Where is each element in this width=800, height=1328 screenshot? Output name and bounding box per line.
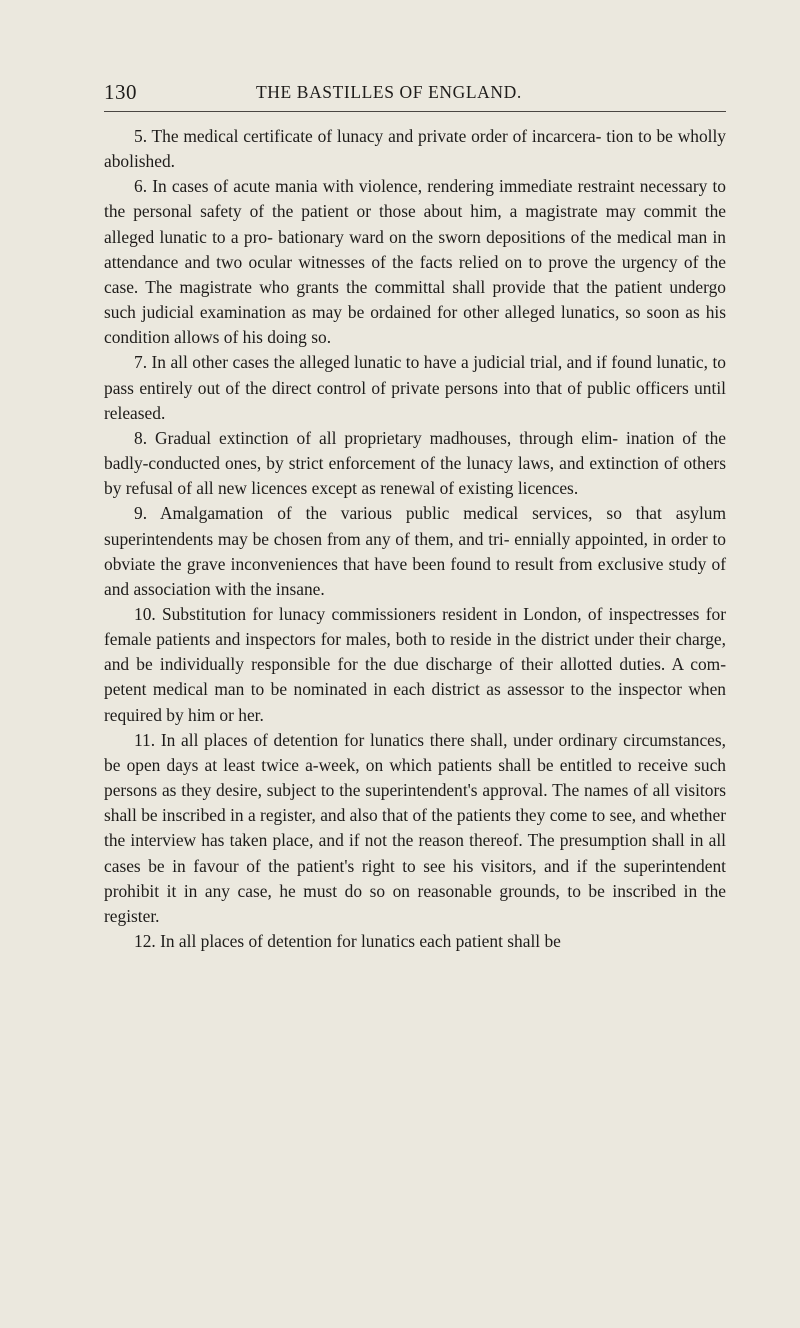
paragraph-5: 5. The medical certificate of lunacy and private order of incarcera- tion to be wholly abolished. [104, 126, 726, 172]
running-title: THE BASTILLES OF ENGLAND. [256, 82, 522, 102]
paragraph-12: 12. In all places of detention for lunatics each patient shall be [134, 931, 561, 951]
paragraph-7: 7. In all other cases the alleged lunatic to have a judicial trial, and if found lunatic, to pass entirely out of the direct control of private persons into that of public officers until released. [104, 352, 726, 423]
paragraph-8: 8. Gradual extinction of all proprietary madhouses, through elim- ination of the badly-conducted ones, by strict enforcement of the lunacy laws, and extinction of others by refusal of all new licences except as renewal of existing licences. [104, 427, 726, 499]
paragraph-6: 6. In cases of acute mania with violence, rendering immediate restraint necessary to the personal safety of the patient or those about him, a magistrate may commit the alleged lunatic to a pro- bationary ward on the sworn depositions of the medical man in attendance and two ocular witnesses of the facts relied on to prove the urgency of the case. The magistrate who grants the committal shall provide that the patient undergo such judicial examination as may be ordained for other alleged lunatics, so soon as his condition allows of his doing so. [104, 176, 726, 348]
header-rule [104, 111, 726, 112]
paragraph-9: 9. Amalgamation of the various public medical services, so that asylum superintendents may be chosen from any of them, and tri- ennially appointed, in order to obviate the grave inconveniences that have been found to result from exclusive study of and association with the insane. [104, 503, 726, 599]
paragraph-10: 10. Substitution for lunacy commissioners resident in London, of inspectresses for female patients and inspectors for males, both to reside in the district under their charge, and be individually responsible for the due discharge of their allotted duties. A com- petent medical man to be nominated in each district as assessor to the inspector when required by him or her. [104, 603, 726, 725]
body-text [104, 124, 726, 954]
page-header [104, 80, 744, 108]
paragraph-11: 11. In all places of detention for lunatics there shall, under ordinary circumstances, be open days at least twice a-week, on which patients shall be entitled to receive such persons as they desire, subject to the superintendent's approval. The names of all visitors shall be inscribed in a register, and also that of the patients they come to see, and whether the interview has taken place, and if not the reason thereof. The presumption shall in all cases be in favour of the patient's right to see his visitors, and if the superintendent prohibit it in any case, he must do so on reasonable grounds, to be inscribed in the register. [104, 729, 726, 926]
page-number: 130 [104, 80, 137, 104]
